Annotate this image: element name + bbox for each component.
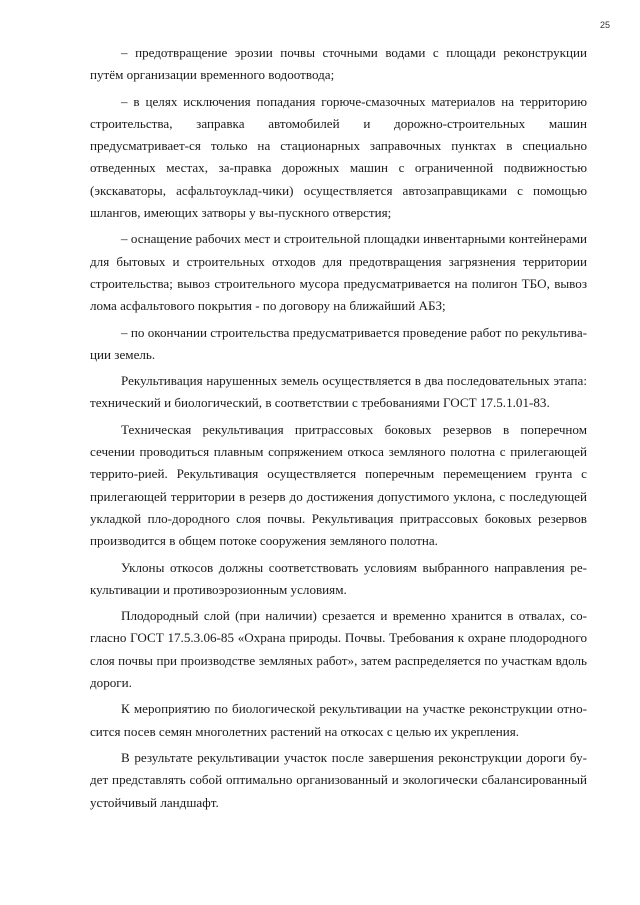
paragraph-waste-containers: – оснащение рабочих мест и строительной площадки инвентарными контейнерами для бытовых и строительных отходов для предотвращения загрязнения территории строительства; вывоз строительного мусора предусматривается на полигон ТБО, вывоз лома асфальтового покрытия - по договору на ближайший АБЗ; <box>90 231 587 314</box>
paragraph-erosion-prevention: – предотвращение эрозии почвы сточными водами с площади реконструкции путём организации временного водоотвода; <box>90 45 587 83</box>
document-body <box>90 42 587 814</box>
paragraph-fuel-refueling: – в целях исключения попадания горюче-смазочных материалов на территорию строительства, заправка автомобилей и дорожно-строительных машин предусматривает-ся только на стационарных заправочных пунктах в специально отведенных местах, за-правка дорожных машин с ограниченной подвижностью (экскаваторы, асфальтоуклад-чики) осуществляется автозаправщиками с помощью шлангов, имеющих затворы у вы-пускного отверстия; <box>90 93 587 221</box>
paragraph-biological-recultivation: К мероприятию по биологической рекультивации на участке реконструкции отно-сится посев семян многолетних растений на откосах с целью их укрепления. <box>90 701 587 739</box>
paragraph-recultivation-stages: Рекультивация нарушенных земель осуществляется в два последовательных этапа: технический и биологический, в соответствии с требованиями ГОСТ 17.5.1.01-83. <box>90 373 587 411</box>
page-number: 25 <box>599 20 610 30</box>
paragraph-slopes: Уклоны откосов должны соответствовать условиям выбранного направления ре-культивации и противоэрозионным условиям. <box>90 559 587 597</box>
paragraph-fertile-layer: Плодородный слой (при наличии) срезается и временно хранится в отвалах, со-гласно ГОСТ 17.5.3.06-85 «Охрана природы. Почвы. Требования к охране плодородного слоя почвы при производстве земляных работ», затем распределяется по участкам вдоль дороги. <box>90 608 587 691</box>
paragraph-technical-recultivation: Техническая рекультивация притрассовых боковых резервов в поперечном сечении проводиться плавным сопряжением откоса земляного полотна с прилегающей террито-рией. Рекультивация осуществляется поперечным перемещением грунта с прилегающей территории в резерв до достижения допустимого уклона, с последующей укладкой пло-дородного слоя почвы. Рекультивация притрассовых боковых резервов производится в общем потоке сооружения земляного полотна. <box>90 421 587 549</box>
paragraph-result: В результате рекультивации участок после завершения реконструкции дороги бу-дет представлять собой оптимально организованный и экологически сбалансированный устойчивый ландшафт. <box>90 749 587 810</box>
paragraph-recultivation-works: – по окончании строительства предусматривается проведение работ по рекультива-ции земель. <box>90 324 587 362</box>
